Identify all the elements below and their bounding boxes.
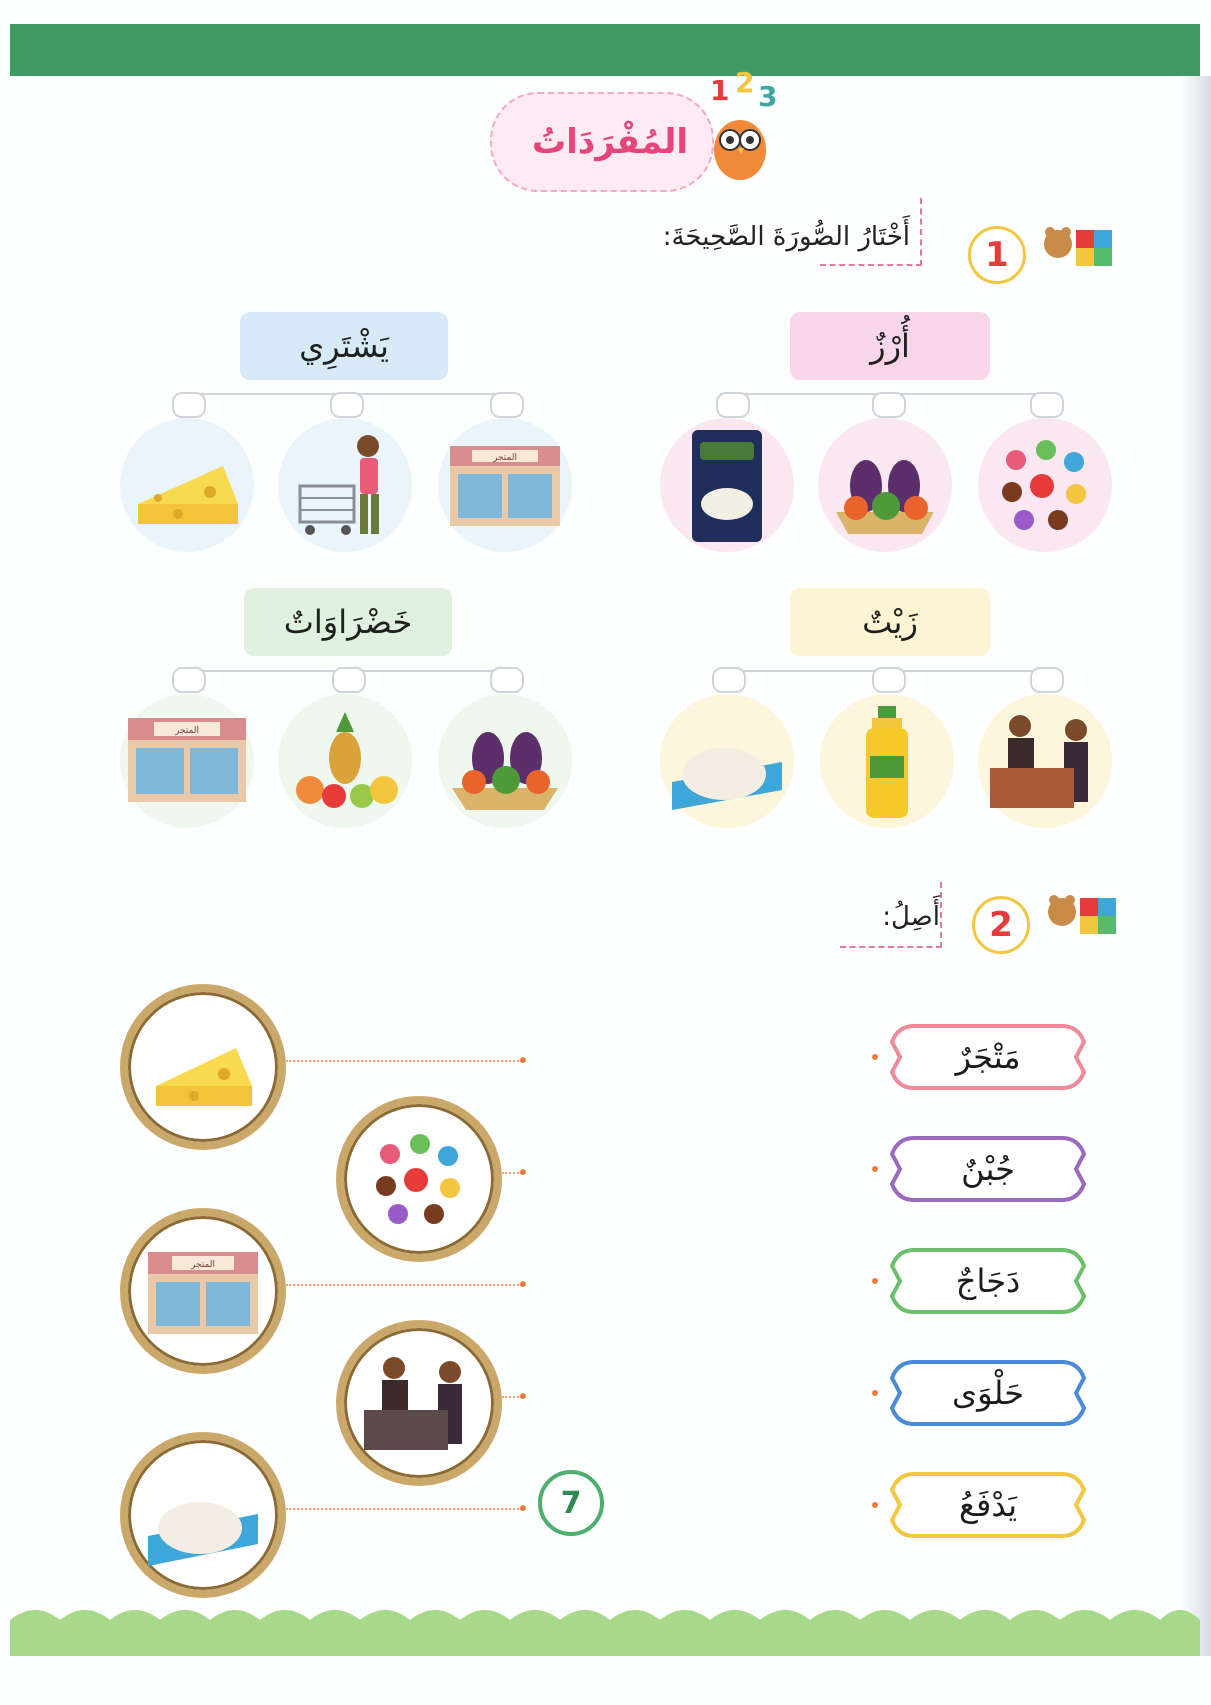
connector-knob (490, 667, 524, 693)
choice-candy[interactable] (976, 416, 1114, 554)
page-title: المُفْرَدَاتُ (531, 122, 689, 162)
connector-knob (172, 392, 206, 418)
oil-bottle-icon (818, 692, 956, 830)
match-word-cheese[interactable] (888, 1134, 1088, 1204)
connector-knob (490, 392, 524, 418)
match-word-text: دَجَاجٌ (955, 1262, 1021, 1300)
section1-instruction: أَخْتَارُ الصُّورَةَ الصَّحِيحَةَ: (662, 222, 910, 252)
match-image-cashier[interactable] (336, 1320, 502, 1486)
choice-rice-bag[interactable] (658, 416, 796, 554)
match-word-text: يَدْفَعُ (958, 1486, 1018, 1524)
match-word-store[interactable] (888, 1022, 1088, 1092)
connector-knob (330, 392, 364, 418)
connector-knob (1030, 392, 1064, 418)
match-image-cheese[interactable] (120, 984, 286, 1150)
match-word-candy[interactable] (888, 1358, 1088, 1428)
match-line (502, 1396, 522, 1398)
connector-knob (872, 667, 906, 693)
choice-oil-bottle[interactable] (818, 692, 956, 830)
connector-knob (332, 667, 366, 693)
word-card-rice: أُرْزٌ (790, 312, 990, 380)
match-dot[interactable] (520, 1393, 526, 1399)
match-image-store[interactable] (120, 1208, 286, 1374)
section2-number: 2 (972, 896, 1030, 954)
svg-text:المتجر: المتجر (191, 1260, 215, 1270)
choice-vegetables[interactable] (436, 692, 574, 830)
match-dot[interactable] (520, 1169, 526, 1175)
choice-vegetables[interactable] (816, 416, 954, 554)
cashier-icon (976, 692, 1114, 830)
word-card-vegetables: خَضْرَاوَاتٌ (244, 588, 452, 656)
shopping-cart-icon (276, 416, 414, 554)
puzzle-icon (1042, 890, 1122, 950)
chicken-icon (138, 1450, 268, 1580)
page-number: 7 (538, 1470, 604, 1536)
candy-icon (976, 416, 1114, 554)
word-card-buy: يَشْتَرِي (240, 312, 448, 380)
match-line (502, 1172, 522, 1174)
match-dot[interactable] (520, 1057, 526, 1063)
section1-number: 1 (968, 226, 1026, 284)
page-edge-shadow (1180, 76, 1211, 1656)
owl-icon (700, 70, 800, 190)
cashier-icon (354, 1338, 484, 1468)
match-line (286, 1508, 522, 1510)
choice-cheese[interactable] (118, 416, 256, 554)
cheese-icon (138, 1002, 268, 1132)
match-line (286, 1284, 522, 1286)
match-word-text: جُبْنٌ (961, 1150, 1015, 1188)
store-icon (436, 416, 574, 554)
match-dot[interactable] (872, 1502, 878, 1508)
match-dot[interactable] (872, 1390, 878, 1396)
svg-text:1: 1 (710, 74, 730, 107)
candy-icon (354, 1114, 484, 1244)
store-icon (138, 1226, 268, 1356)
connector-knob (1030, 667, 1064, 693)
match-word-chicken[interactable] (888, 1246, 1088, 1316)
store-icon (118, 692, 256, 830)
match-image-chicken[interactable] (120, 1432, 286, 1598)
chicken-icon (658, 692, 796, 830)
cheese-icon (118, 416, 256, 554)
fruits-icon (276, 692, 414, 830)
svg-text:2: 2 (735, 70, 755, 99)
match-dot[interactable] (520, 1505, 526, 1511)
match-dot[interactable] (872, 1054, 878, 1060)
connector-knob (712, 667, 746, 693)
puzzle-icon (1038, 222, 1118, 282)
choice-shopping-cart[interactable] (276, 416, 414, 554)
header-bar (10, 24, 1200, 76)
match-dot[interactable] (520, 1281, 526, 1287)
connector-knob (872, 392, 906, 418)
rice-bag-icon (658, 416, 796, 554)
match-word-pay[interactable] (888, 1470, 1088, 1540)
match-dot[interactable] (872, 1278, 878, 1284)
svg-text:المتجر: المتجر (493, 453, 517, 463)
match-word-text: حَلْوَى (952, 1374, 1024, 1412)
choice-chicken[interactable] (658, 692, 796, 830)
choice-store[interactable] (436, 416, 574, 554)
word-card-oil: زَيْتٌ (790, 588, 990, 656)
footer-wave (10, 1600, 1200, 1656)
section2-instruction: أَصِلُ: (882, 902, 940, 932)
match-word-text: مَتْجَرٌ (955, 1038, 1021, 1076)
connector-knob (716, 392, 750, 418)
match-image-candy[interactable] (336, 1096, 502, 1262)
vegetables-icon (436, 692, 574, 830)
choice-cashier[interactable] (976, 692, 1114, 830)
choice-store[interactable] (118, 692, 256, 830)
match-line (286, 1060, 522, 1062)
connector-knob (172, 667, 206, 693)
svg-text:المتجر: المتجر (175, 726, 199, 736)
svg-text:3: 3 (758, 80, 778, 113)
choice-fruits[interactable] (276, 692, 414, 830)
vegetables-icon (816, 416, 954, 554)
match-dot[interactable] (872, 1166, 878, 1172)
